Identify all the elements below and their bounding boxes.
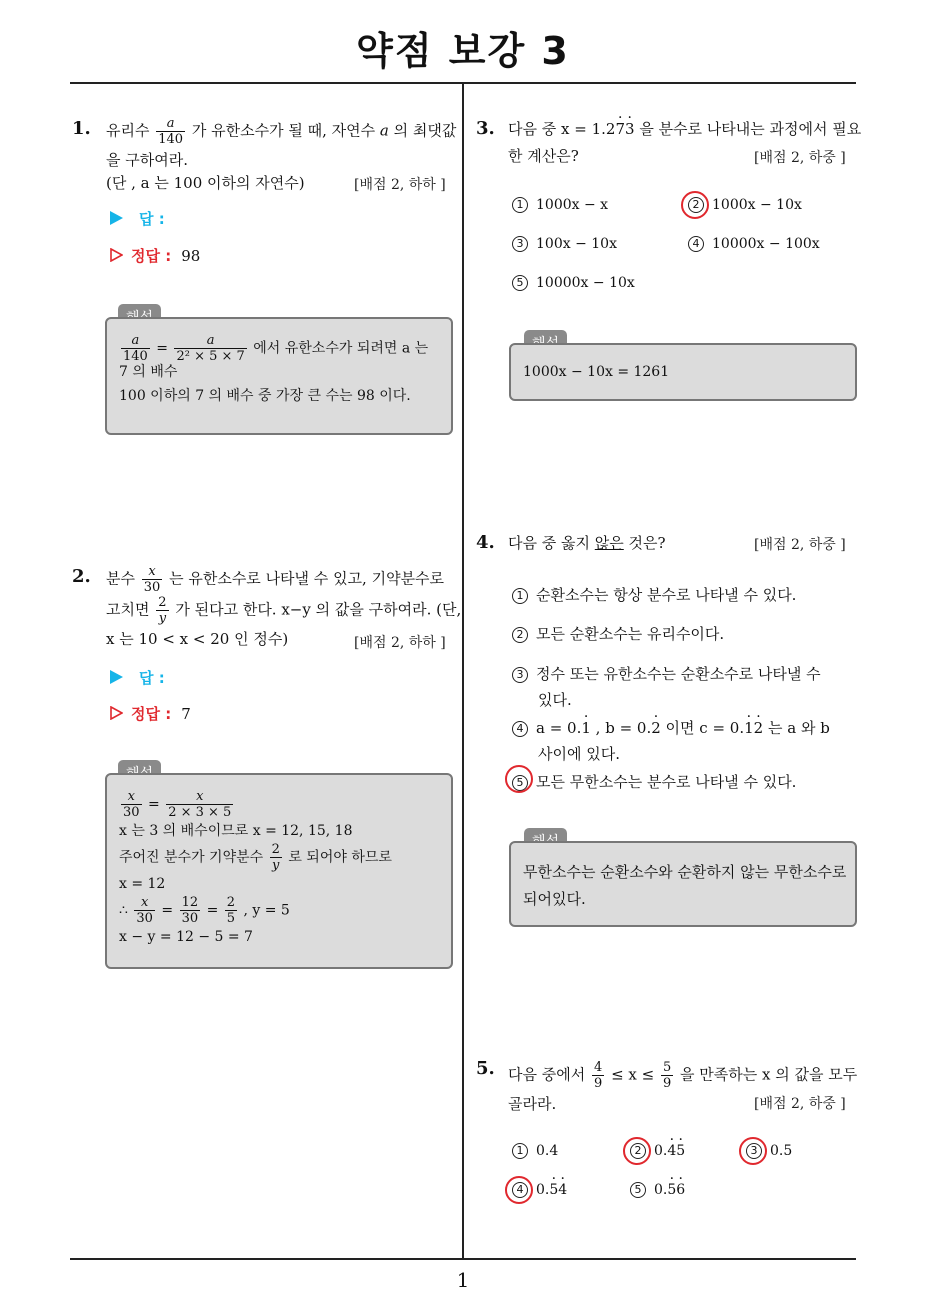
question-1-score: [배점 2, 하하 ] (354, 177, 446, 193)
question-5-number: 5. (476, 1058, 495, 1079)
q5-option-3[interactable]: 3 0.5 (746, 1143, 792, 1159)
correct-row-1: 정답 : 98 (110, 245, 200, 266)
question-1-text: 유리수 $\frac{a}{140}$ 가 유한소수가 될 때, 자연수 a 의 최댓값 을 구하여라. (106, 116, 457, 169)
q5-option-2[interactable]: 2 0.4 ·5 · (630, 1143, 685, 1159)
question-3-number: 3. (476, 118, 495, 139)
hollow-triangle-icon (110, 248, 123, 262)
q5-option-1[interactable]: 1 0.4 (512, 1143, 558, 1159)
question-5-score: [배점 2, 하중 ] (754, 1096, 846, 1112)
q5-option-5[interactable]: 5 0.5 ·6 · (630, 1182, 685, 1198)
answer-mark-circle (505, 765, 533, 793)
answer-mark-circle (681, 191, 709, 219)
question-1-condition: (단 , a 는 100 이하의 자연수) (106, 174, 305, 192)
explain-box-2: $\frac{x}{30}$ = $\frac{x}{2 \times 3 \times 5}$ x 는 3 의 배수이므로 x = 12, 15, 18 주어진 분수가 기약분수 $\frac{2}{y}$ 로 되어야 하므로 x = 12 ∴ $\frac{x}{30}$ = $\frac{12}{30}$ = $\frac{2}{5}$ , y = 5 x − y = 12 − 5 = 7 (105, 773, 453, 969)
question-2-text: 분수 $\frac{x}{30}$ 는 유한소수로 나타낼 수 있고, 기약분수로 고치면 $\frac{2}{y}$ 가 된다고 한다. x−y 의 값을 구하여라. (단, x 는 10 < x < 20 인 정수) (106, 564, 462, 648)
q3-option-5[interactable]: 5 10000x − 10x (512, 275, 635, 291)
question-4-score: [배점 2, 하중 ] (754, 537, 846, 553)
explain-box-4: 무한소수는 순환소수와 순환하지 않는 무한소수로 되어있다. (509, 841, 857, 927)
q4-option-3[interactable]: 3 정수 또는 유한소수는 순환소수로 나타낼 수 있다. (512, 661, 821, 713)
answer-mark-circle (739, 1137, 767, 1165)
q4-option-1[interactable]: 1 순환소수는 항상 분수로 나타낼 수 있다. (512, 584, 796, 605)
q3-option-3[interactable]: 3 100x − 10x (512, 236, 617, 252)
q4-option-5[interactable]: 5 모든 무한소수는 분수로 나타낼 수 있다. (512, 771, 796, 792)
page-title: 약점 보강 3 (356, 29, 570, 73)
answer-row-2: 답 : (110, 667, 165, 688)
q5-option-4[interactable]: 4 0.5 ·4 · (512, 1182, 567, 1198)
fraction: $\frac{a}{140}$ (158, 116, 184, 147)
play-icon (110, 211, 123, 225)
bottom-rule (70, 1258, 856, 1260)
answer-mark-circle (623, 1137, 651, 1165)
q3-option-2[interactable]: 2 1000x − 10x (688, 197, 802, 213)
q4-option-4[interactable]: 4 a = 0.1 · , b = 0.2 · 이면 c = 0.1 ·2 · 는 a 와 b 사이에 있다. (512, 715, 830, 767)
explain-box-1: $\frac{a}{140}$ = $\frac{a}{\text{2² × 5 × 7}}$ 에서 유한소수가 되려면 a 는 7 의 배수 100 이하의 7 의 배수 중 가장 큰 수는 98 이다. (105, 317, 453, 435)
q3-option-4[interactable]: 4 10000x − 100x (688, 236, 820, 252)
question-4-number: 4. (476, 532, 495, 553)
hollow-triangle-icon (110, 706, 123, 720)
column-divider (462, 84, 464, 1260)
question-5-text: 다음 중에서 $\frac{4}{9}$ ≤ x ≤ $\frac{5}{9}$ 을 만족하는 x 의 값을 모두 골라라. (508, 1060, 858, 1113)
correct-row-2: 정답 : 7 (110, 703, 191, 724)
explain-box-3: 1000x − 10x = 1261 (509, 343, 857, 401)
play-icon (110, 670, 123, 684)
answer-row-1: 답 : (110, 208, 165, 229)
q3-option-1[interactable]: 1 1000x − x (512, 197, 608, 213)
answer-mark-circle (505, 1176, 533, 1204)
q4-option-2[interactable]: 2 모든 순환소수는 유리수이다. (512, 623, 724, 644)
question-3-score: [배점 2, 하중 ] (754, 150, 846, 166)
question-2-score: [배점 2, 하하 ] (354, 635, 446, 651)
question-2-number: 2. (72, 566, 91, 587)
question-1-number: 1. (72, 118, 91, 139)
question-4-text: 다음 중 옳지 않은 것은? (508, 534, 666, 552)
question-3-text: 다음 중 x = 1.27 ·3 · 을 분수로 나타내는 과정에서 필요 한 계산은? (508, 116, 858, 170)
page-number: 1 (456, 1268, 470, 1292)
